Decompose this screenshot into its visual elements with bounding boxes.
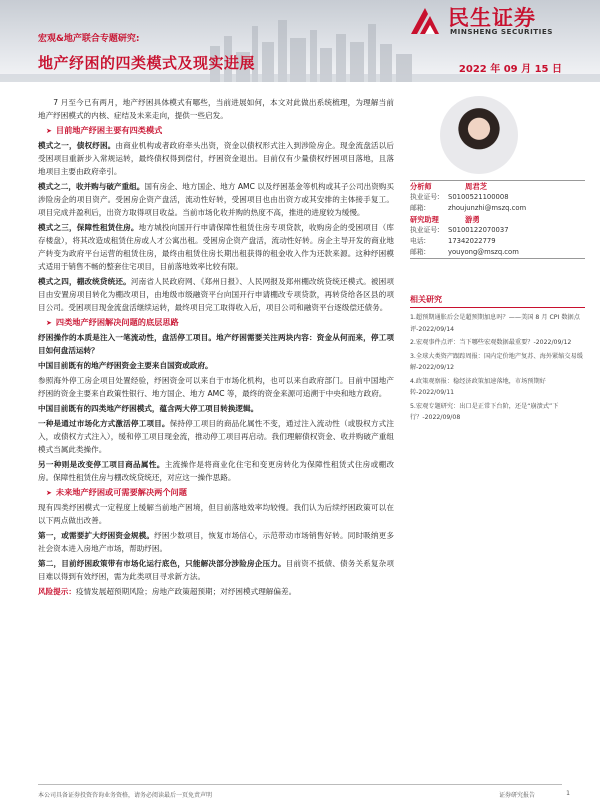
analyst-field: 邮箱: youyong@mszq.com bbox=[410, 248, 519, 256]
related-title: 相关研究 bbox=[410, 294, 585, 308]
footer bbox=[0, 786, 600, 800]
arrow-right-icon: ➤ bbox=[46, 319, 52, 327]
future-paragraph: 第二，目前纾困政策带有市场化运行底色，只能解决部分涉险房企压力。目前资不抵债、债务关系复杂项目难以得到有效纾困，需为此类项目寻求新方法。 bbox=[38, 559, 395, 581]
mode-paragraph: 模式之二，收并购与破产重组。国有房企、地方国企、地方 AMC 以及纾困基金等机构或其子公司出资购买涉险房企的项目资产。受困房企资产盘活，流动性好转，受困项目也由出资方或其安排的主体接手复工。项目完成并盈利后，出资方取得项目收益。当前市场化收并购的热度不高，推进的进度较为缓慢。 bbox=[38, 182, 394, 217]
header-banner bbox=[0, 0, 600, 82]
company-logo bbox=[404, 2, 582, 42]
analyst-info bbox=[410, 180, 585, 259]
logo-text-en: MINSHENG SECURITIES bbox=[450, 27, 553, 36]
related-research bbox=[410, 294, 585, 426]
arrow-right-icon: ➤ bbox=[46, 127, 52, 135]
related-list bbox=[410, 312, 585, 424]
logic-paragraph: 另一种则是改变停工项目商品属性。主流操作是将商业化住宅和变更房转化为保障性租赁式住房或棚改房。保障性租赁住房与棚改统贷统还，对应这一操作思路。 bbox=[38, 460, 395, 482]
future-paragraph: 第一，或需要扩大纾困资金规模。纾困少数项目，恢复市场信心，示范带动市场销售好转。同时吸纳更多社会资本进入房地产市场，帮助纾困。 bbox=[38, 531, 395, 553]
intro-paragraph: 7 月至今已有两月，地产纾困具体模式有哪些，当前进展如何，本文对此做出系统梳理，为理解当前地产纾困模式的内核、症结及未来走向，提供一些启发。 bbox=[38, 98, 394, 120]
logic-paragraph: 参照海外停工房企项目处置经验，纾困资金可以来自于市场化机构，也可以来自政府部门。目前中国地产纾困的资金主要来自政策性银行、地方国企、地方 AMC 等，最终的资金来源可追溯于中央和地方政府。 bbox=[38, 376, 394, 398]
mode-paragraph: 模式之一，债权纾困。由商业机构或者政府牵头出资，资金以债权形式注入到涉险房企。现金流盘活以后受困项目重新步入常规运转，最终债权得到偿付，纾困资金退出。目前仅有少量债权纾困项目落地，且落地项目主要由政府牵引。 bbox=[38, 141, 395, 176]
main-content bbox=[38, 96, 394, 600]
logo-text-cn: 民生证券 bbox=[448, 6, 536, 30]
analyst-field: 电话: 17342022779 bbox=[410, 237, 496, 245]
mode-paragraph: 模式之四，棚改统贷统还。河南省人民政府网、《郑州日报》、人民网报及郑州棚改统贷统还模式。被困项目由安置房项目转化为棚改项目，由地级市级融资平台向国开行申请棚改专项贷款，再转贷给各区县的项目公司。受困项目现金流盘活继续运转，最终项目完工取得收入后，项目公司和融资平台逐级偿还债务。 bbox=[38, 277, 394, 312]
analyst-field: 执业证号: S0100122070037 bbox=[410, 226, 509, 234]
logic-paragraph: 中国目前既有的四类地产纾困模式，蕴含两大停工项目转换逻辑。 bbox=[38, 404, 259, 413]
arrow-right-icon: ➤ bbox=[46, 489, 52, 497]
related-item[interactable]: 3.全球大类资产跟踪周报：国内定价地产复苏、海外紧缩交易缓解-2022/09/12 bbox=[410, 352, 583, 371]
page-number: 1 bbox=[566, 790, 570, 797]
minsheng-logo-icon bbox=[408, 4, 442, 38]
related-item[interactable]: 5.宏观专题研究：出口是正常下台阶，还是“崩溃式”下行？-2022/09/08 bbox=[410, 402, 559, 421]
logic-paragraph: 中国目前既有的地产纾困资金主要来自国资或政府。 bbox=[38, 361, 213, 370]
mode-paragraph: 模式之三，保障性租赁住房。地方城投向国开行申请保障性租赁住房专项贷款，收购房企的受困项目（库存楼盘），将其改造成租赁住房或人才公寓出租。受困房企资产盘活，流动性好转。房企主导开发的商业地产转变为政府平台运营的租赁住房，最终由租赁住房长期出租获得的租金收入作为还款来源。这种纾困模式适用于销售不畅的整套住宅项目，目前落地效率比较有限。 bbox=[38, 223, 395, 271]
report-title: 地产纾困的四类模式及现实进展 bbox=[38, 54, 256, 72]
future-paragraph: 现有四类纾困模式一定程度上缓解当前地产困境，但目前落地效率均较慢。我们认为后续纾困政策可以在以下两点做出改善。 bbox=[38, 503, 394, 525]
analyst-row: 研究助理 游勇 bbox=[410, 215, 480, 224]
footer-disclaimer: 本公司具备证券投资咨询业务资格，请务必阅读最后一页免责声明 bbox=[38, 792, 213, 799]
logic-paragraph: 纾困操作的本质是注入一笔流动性，盘活停工项目。地产纾困需要关注两块内容：资金从何而来，停工项目如何盘活运转？ bbox=[38, 333, 394, 355]
risk-paragraph: 风险提示：疫情发展超预期风险；房地产政策超预期；对纾困模式理解偏差。 bbox=[38, 587, 297, 596]
related-item[interactable]: 4.政策观察报：稳经济政策加速落地，市场预期好转-2022/09/11 bbox=[410, 377, 546, 396]
analyst-photo bbox=[440, 96, 518, 174]
report-category: 宏观&地产联合专题研究: bbox=[38, 34, 140, 44]
section-heading: ➤ 目前地产纾困主要有四类模式 bbox=[38, 124, 394, 138]
analyst-field: 邮箱: zhoujunzhi@mszq.com bbox=[410, 204, 527, 212]
report-date: 2022 年 09 月 15 日 bbox=[458, 64, 562, 75]
footer-divider bbox=[38, 784, 562, 785]
logic-paragraph: 一种是通过市场化方式激活停工项目。保持停工项目的商品化属性不变，通过注入流动性（或股权方式注入，或债权方式注入），缓和停工项目现金流，推动停工项目再启动。我们理解债权资金、收并购破产重组模式当属此类操作。 bbox=[38, 419, 395, 454]
section-heading: ➤ 四类地产纾困解决问题的底层思路 bbox=[38, 316, 394, 330]
related-item[interactable]: 2.宏观事件点评：当下哪些宏观数据最重要？-2022/09/12 bbox=[410, 339, 572, 346]
footer-label: 证券研究报告 bbox=[498, 792, 535, 799]
section-heading: ➤ 未来地产纾困或可需要解决两个问题 bbox=[38, 486, 394, 500]
analyst-field: 执业证号: S0100521100008 bbox=[410, 193, 509, 201]
analyst-row: 分析师 周君芝 bbox=[410, 182, 488, 191]
related-item[interactable]: 1.超预期通胀后会是超预期加息吗？——美国 8 月 CPI 数据点评-2022/09/14 bbox=[410, 314, 580, 333]
